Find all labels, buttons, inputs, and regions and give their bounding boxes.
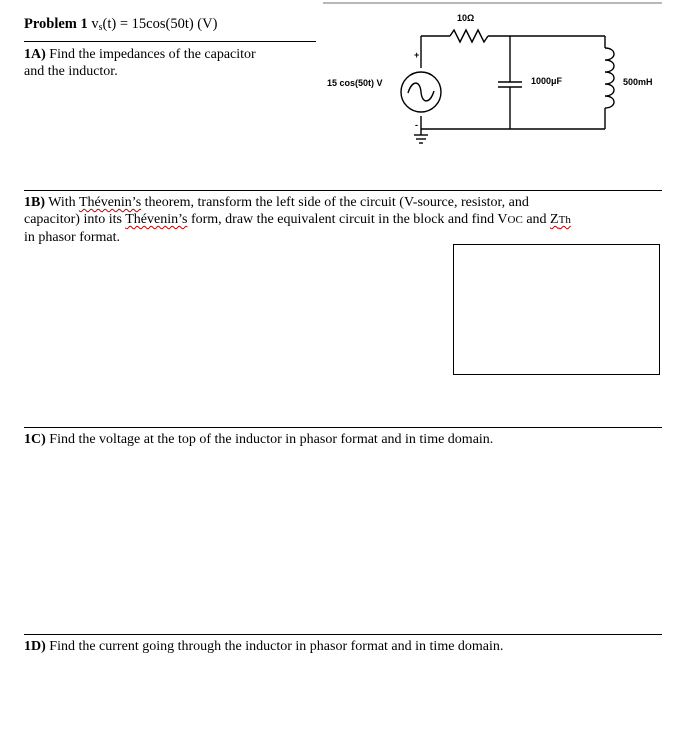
part-b-text-6: in phasor format.	[24, 230, 121, 245]
resistor-symbol	[450, 30, 488, 42]
part-b-zth-sub: Th	[558, 214, 571, 226]
circuit-diagram	[320, 4, 692, 152]
part-b-text-3: capacitor) into its	[24, 212, 126, 227]
sine-wave-icon	[408, 83, 434, 101]
part-a-text-1: Find the impedances of the capacitor	[49, 47, 256, 62]
resistor-label: 10Ω	[457, 13, 475, 23]
source-minus: -	[415, 120, 418, 130]
title-sub: s	[98, 22, 103, 33]
part-b-question	[24, 194, 674, 246]
problem-title	[24, 16, 217, 36]
part-c-label: 1C)	[24, 432, 46, 447]
part-a-question	[24, 46, 324, 80]
source-plus: +	[414, 50, 420, 60]
part-b-thevenin-2: Thévenin’s	[125, 212, 188, 227]
section-rule-c	[24, 427, 662, 428]
section-rule-d	[24, 634, 662, 635]
thevenin-drawing-box[interactable]	[453, 244, 660, 375]
part-d-label: 1D)	[24, 639, 46, 654]
part-c-question	[24, 431, 674, 448]
part-b-text-2: theorem, transform the left side of the circuit (V-source, resistor, and	[141, 195, 529, 210]
ground-icon	[414, 135, 428, 143]
part-d-question	[24, 638, 674, 655]
part-b-text-5: and	[522, 212, 551, 227]
inductor-symbol	[605, 48, 614, 108]
problem-label: Problem 1	[24, 16, 88, 32]
capacitor-label: 1000μF	[531, 76, 563, 86]
part-a-text-2: and the inductor.	[24, 64, 118, 79]
title-v: v	[91, 16, 99, 32]
part-b-text-4: form, draw the equivalent circuit in the block and find V	[187, 212, 508, 227]
part-b-label: 1B)	[24, 195, 45, 210]
part-b-zth-z: Z	[550, 212, 559, 227]
part-d-text: Find the current going through the inductor in phasor format and in time domain.	[49, 639, 504, 654]
title-rest: (t) = 15cos(50t) (V)	[102, 16, 218, 32]
part-b-thevenin-1: Thévenin’s	[78, 195, 142, 210]
part-a-label: 1A)	[24, 47, 46, 62]
part-c-text: Find the voltage at the top of the inductor in phasor format and in time domain.	[49, 432, 494, 447]
inductor-label: 500mH	[623, 77, 653, 87]
section-rule-b	[24, 190, 662, 191]
part-b-text-1: With	[48, 195, 79, 210]
part-b-voc-sub: OC	[507, 214, 523, 226]
section-rule-a	[24, 41, 316, 42]
source-label: 15 cos(50t) V	[327, 78, 383, 88]
